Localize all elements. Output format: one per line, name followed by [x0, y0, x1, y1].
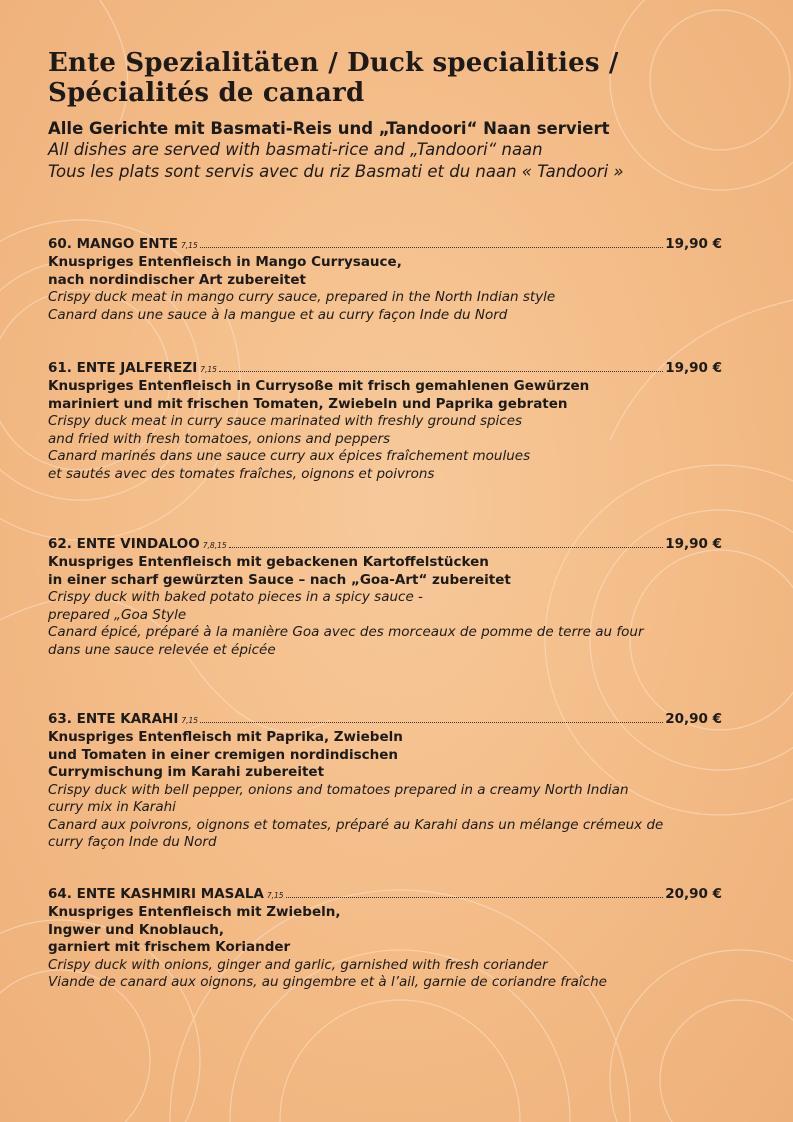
description-de-line: Currymischung im Karahi zubereitet [48, 764, 325, 780]
dish-price: 19,90 € [665, 236, 722, 252]
dot-leader [229, 547, 664, 548]
dish-name: 63. ENTE KARAHI [48, 711, 179, 727]
subtitle-de: Alle Gerichte mit Basmati-Reis und „Tandoori“ Naan serviert [48, 119, 610, 138]
description-en-line: curry mix in Karahi [48, 799, 176, 815]
menu-item-header [48, 360, 722, 378]
description-de-line: Knuspriges Entenfleisch mit Zwiebeln, [48, 904, 341, 920]
subtitle-en: All dishes are served with basmati-rice and „Tandoori“ naan [48, 140, 543, 159]
description-en-line: Crispy duck with onions, ginger and garlic, garnished with fresh coriander [48, 956, 548, 973]
dot-leader [200, 247, 663, 248]
description-fr-line: Canard dans une sauce à la mangue et au curry façon Inde du Nord [48, 306, 508, 323]
description-de-line: Knuspriges Entenfleisch mit Paprika, Zwiebeln [48, 729, 403, 745]
menu-item [48, 536, 722, 659]
description-de-line: garniert mit frischem Koriander [48, 939, 291, 955]
subtitle-fr: Tous les plats sont servis avec du riz Basmati et du naan « Tandoori » [48, 162, 624, 181]
description-de-line: mariniert und mit frischen Tomaten, Zwiebeln und Paprika gebraten [48, 395, 568, 412]
dish-price: 19,90 € [665, 360, 722, 376]
allergen-codes: 7,15 [181, 241, 198, 250]
description-de-line: Ingwer und Knoblauch, [48, 921, 224, 938]
description-fr-line: dans une sauce relevée et épicée [48, 641, 276, 658]
dot-leader [286, 897, 664, 898]
description-de-line: nach nordindischer Art zubereitet [48, 271, 306, 288]
description-en-line: and fried with fresh tomatoes, onions and peppers [48, 430, 391, 447]
menu-item [48, 886, 722, 992]
menu-item-header [48, 536, 722, 554]
page-title: Ente Spezialitäten / Duck specialities / Spécialités de canard [48, 48, 619, 108]
description-fr-line: et sautés avec des tomates fraîches, oignons et poivrons [48, 465, 435, 482]
menu-page [48, 48, 722, 990]
description-fr-line: Canard marinés dans une sauce curry aux épices fraîchement moulues [48, 448, 531, 464]
description-fr-line: curry façon Inde du Nord [48, 834, 217, 850]
dish-price: 20,90 € [665, 886, 722, 902]
menu-item [48, 711, 722, 852]
allergen-codes: 7,15 [181, 716, 199, 725]
dish-price: 20,90 € [665, 711, 722, 727]
description-en-line: Crispy duck with baked potato pieces in a spicy sauce - [48, 589, 423, 605]
dish-name: 62. ENTE VINDALOO [48, 536, 200, 552]
menu-item-header [48, 236, 722, 254]
allergen-codes: 7,8,15 [202, 541, 227, 550]
description-fr-line: Canard épicé, préparé à la manière Goa avec des morceaux de pomme de terre au four [48, 624, 644, 640]
description-en-line: Crispy duck meat in mango curry sauce, prepared in the North Indian style [48, 289, 556, 305]
menu-item-header [48, 886, 722, 904]
description-en-line: prepared „Goa Style [48, 606, 187, 623]
menu-item [48, 236, 722, 324]
dish-name: 61. ENTE JALFEREZI [48, 360, 198, 376]
allergen-codes: 7,15 [266, 891, 284, 900]
dot-leader [200, 722, 663, 723]
description-en-line: Crispy duck with bell pepper, onions and tomatoes prepared in a creamy North Indian [48, 781, 629, 798]
dish-name: 60. MANGO ENTE [48, 236, 179, 252]
description-fr-line: Canard aux poivrons, oignons et tomates, préparé au Karahi dans un mélange crémeux de [48, 816, 664, 833]
description-de-line: Knuspriges Entenfleisch mit gebackenen Kartoffelstücken [48, 554, 489, 570]
description-en-line: Crispy duck meat in curry sauce marinated with freshly ground spices [48, 413, 523, 429]
description-de-line: Knuspriges Entenfleisch in Currysoße mit frisch gemahlenen Gewürzen [48, 378, 590, 394]
dish-name: 64. ENTE KASHMIRI MASALA [48, 886, 264, 902]
dish-price: 19,90 € [665, 536, 722, 552]
menu-item-header [48, 711, 722, 729]
description-de-line: Knuspriges Entenfleisch in Mango Currysauce, [48, 254, 402, 270]
description-de-line: und Tomaten in einer cremigen nordindischen [48, 746, 399, 763]
description-de-line: in einer scharf gewürzten Sauce – nach „Goa-Art“ zubereitet [48, 571, 511, 588]
allergen-codes: 7,15 [200, 365, 217, 374]
menu-item [48, 360, 722, 483]
description-fr-line: Viande de canard aux oignons, au gingembre et à l’ail, garnie de coriandre fraîche [48, 974, 607, 990]
dot-leader [219, 371, 663, 372]
